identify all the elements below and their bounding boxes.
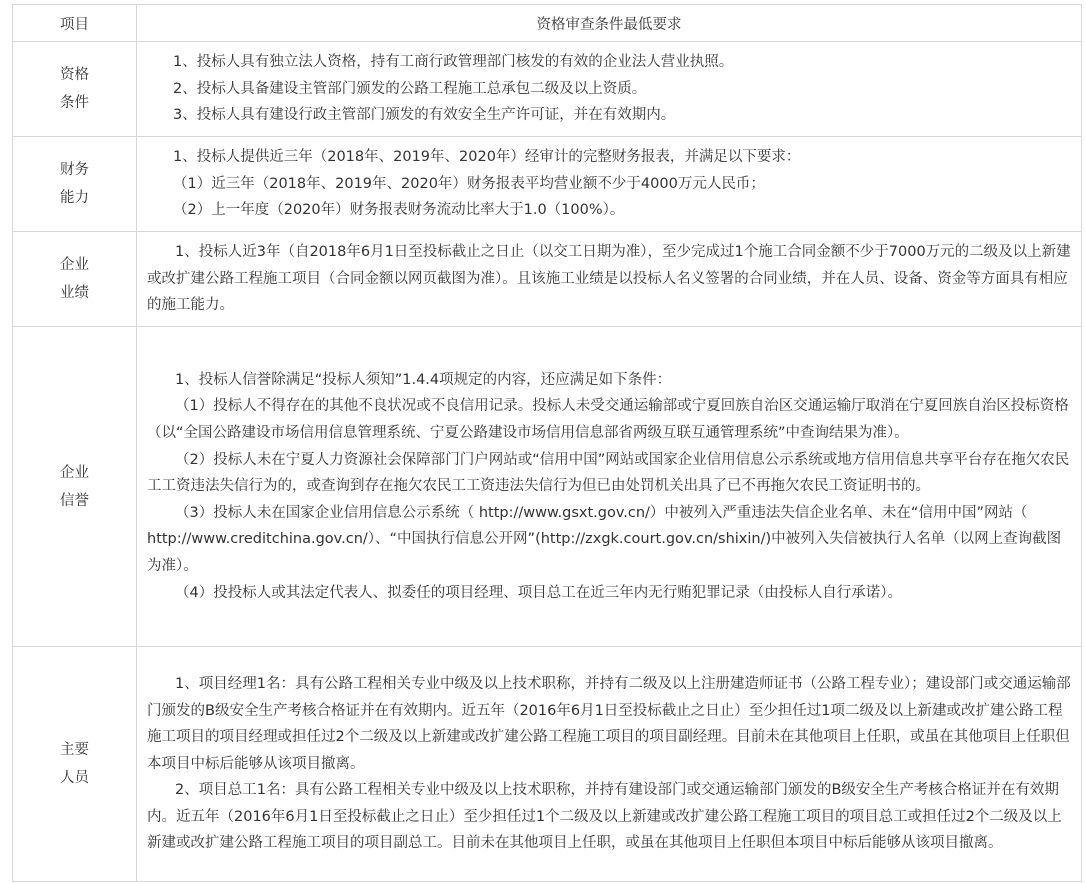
row-label: 财务 能力 bbox=[13, 137, 137, 232]
content-paragraph: 1、投标人信誉除满足“投标人须知”1.4.4项规定的内容，还应满足如下条件： bbox=[175, 371, 672, 388]
row-label: 企业 业绩 bbox=[13, 232, 137, 327]
row-content bbox=[137, 232, 1082, 327]
table-header-row bbox=[13, 5, 1082, 42]
content-paragraph: 1、项目经理1名：具有公路工程相关专业中级及以上技术职称，并持有二级及以上注册建造师证书（公路工程专业）；建设部门或交通运输部门颁发的B级安全生产考核合格证并在有效期内。近五年（2016年6月1日至投标截止之日止）至少担任过1项二级及以上新建或改扩建公路工程施工项目的项目经理或担任过2个二级及以上新建或改扩建公路工程施工项目的项目副经理。目前未在其他项目上任职，或虽在其他项目上任职但本项目中标后能够从该项目撤离。 bbox=[147, 675, 1071, 772]
row-credit bbox=[13, 327, 1082, 647]
content-line: 1、投标人具有独立法人资格，持有工商行政管理部门核发的有效的企业法人营业执照。 bbox=[173, 54, 734, 71]
row-qualification bbox=[13, 42, 1082, 137]
row-label: 资格 条件 bbox=[13, 42, 137, 137]
content-paragraph: （4）投投标人或其法定代表人、拟委任的项目经理、项目总工在近三年内无行贿犯罪记录（由投标人自行承诺）。 bbox=[175, 584, 902, 601]
header-requirements: 资格审查条件最低要求 bbox=[137, 5, 1082, 42]
row-label: 企业 信誉 bbox=[13, 327, 137, 647]
content-line: 2、投标人具备建设主管部门颁发的公路工程施工总承包二级及以上资质。 bbox=[173, 80, 647, 97]
qualification-table bbox=[12, 4, 1082, 882]
content-line: （2）上一年度（2020年）财务报表财务流动比率大于1.0（100%）。 bbox=[173, 202, 625, 219]
row-personnel bbox=[13, 647, 1082, 882]
row-finance bbox=[13, 137, 1082, 232]
row-content bbox=[137, 42, 1082, 137]
content-line: 3、投标人具有建设行政主管部门颁发的有效安全生产许可证，并在有效期内。 bbox=[173, 107, 676, 124]
row-performance bbox=[13, 232, 1082, 327]
row-content bbox=[137, 327, 1082, 647]
row-label: 主要 人员 bbox=[13, 647, 137, 882]
header-item: 项目 bbox=[13, 5, 137, 42]
content-paragraph: 2、项目总工1名：具有公路工程相关专业中级及以上技术职称，并持有建设部门或交通运输部门颁发的B级安全生产考核合格证并在有效期内。近五年（2016年6月1日至投标截止之日止）至少担任过1个二级及以上新建或改扩建公路工程施工项目的项目总工或担任过2个二级及以上新建或改扩建公路工程施工项目的项目副总工。目前未在其他项目上任职，或虽在其他项目上任职但本项目中标后能够从该项目撤离。 bbox=[147, 782, 1062, 852]
content-paragraph: （3）投标人未在国家企业信用信息公示系统（ http://www.gsxt.gov.cn/）中被列入严重违法失信企业名单、未在“信用中国”网站（ http://www.creditchina.gov.cn/）、“中国执行信息公开网”(http://zxgk.court.gov.cn/shixin/)中被列入失信被执行人名单（以网上查询截图为准）。 bbox=[147, 504, 1062, 574]
content-line: （1）近三年（2018年、2019年、2020年）财务报表平均营业额不少于4000万元人民币； bbox=[173, 175, 765, 192]
content-line: 1、投标人提供近三年（2018年、2019年、2020年）经审计的完整财务报表，并满足以下要求： bbox=[173, 149, 801, 166]
row-content bbox=[137, 647, 1082, 882]
content-paragraph: （2）投标人未在宁夏人力资源社会保障部门门户网站或“信用中国”网站或国家企业信用信息公示系统或地方信用信息共享平台存在拖欠农民工工资违法失信行为的，或查询到存在拖欠农民工工资违法失信行为但已由处罚机关出具了已不再拖欠农民工资证明书的。 bbox=[147, 451, 1070, 495]
content-paragraph: （1）投标人不得存在的其他不良状况或不良信用记录。投标人未受交通运输部或宁夏回族自治区交通运输厅取消在宁夏回族自治区投标资格（以“全国公路建设市场信用信息管理系统、宁夏公路建设市场信用信息部省两级互联互通管理系统”中查询结果为准）。 bbox=[147, 398, 1069, 442]
row-content bbox=[137, 137, 1082, 232]
content-paragraph: 1、投标人近3年（自2018年6月1日至投标截止之日止（以交工日期为准），至少完成过1个施工合同金额不少于7000万元的二级及以上新建或改扩建公路工程施工项目（合同金额以网页截图为准）。且该施工业绩是以投标人名义签署的合同业绩，并在人员、设备、资金等方面具有相应的施工能力。 bbox=[147, 244, 1071, 314]
